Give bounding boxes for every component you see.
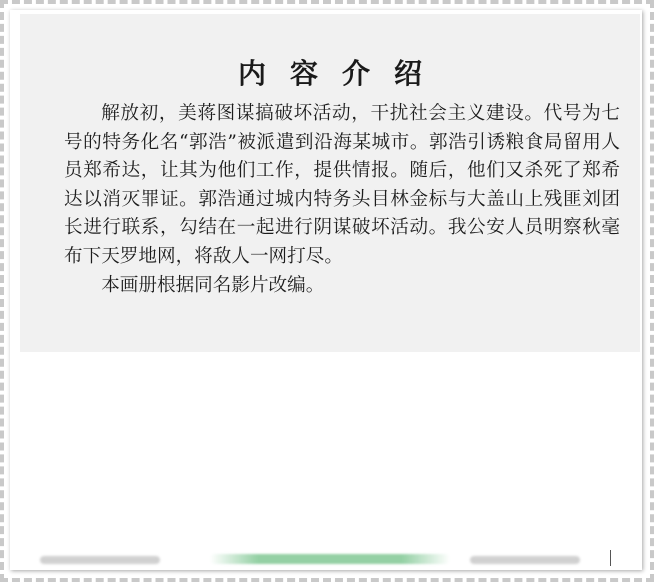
footer-smudge-right	[470, 556, 580, 564]
text-area	[20, 14, 640, 352]
adaptation-note: 本画册根据同名影片改编。	[101, 274, 325, 296]
green-watermark-smudge	[210, 554, 450, 564]
book-page	[10, 10, 642, 570]
intro-paragraph: 解放初，美蒋图谋搞破坏活动，干扰社会主义建设。代号为七号的特务化名“郭浩”被派遣到沿海某城市。郭浩引诱粮食局留用人员郑希达，让其为他们工作，提供情报。随后，他们又杀死了郑希达以消灭罪证。郭浩通过城内特务头目林金标与大盖山上残匪刘团长进行联系，勾结在一起进行阴谋破坏活动。我公安人员明察秋毫布下天罗地网，将敌人一网打尽。	[64, 103, 620, 267]
page-title: 内容介绍	[237, 57, 446, 90]
blurred-footer-watermark	[20, 548, 620, 570]
intro-text	[64, 100, 620, 300]
cursor-tick	[610, 550, 611, 566]
footer-smudge-left	[40, 556, 160, 564]
